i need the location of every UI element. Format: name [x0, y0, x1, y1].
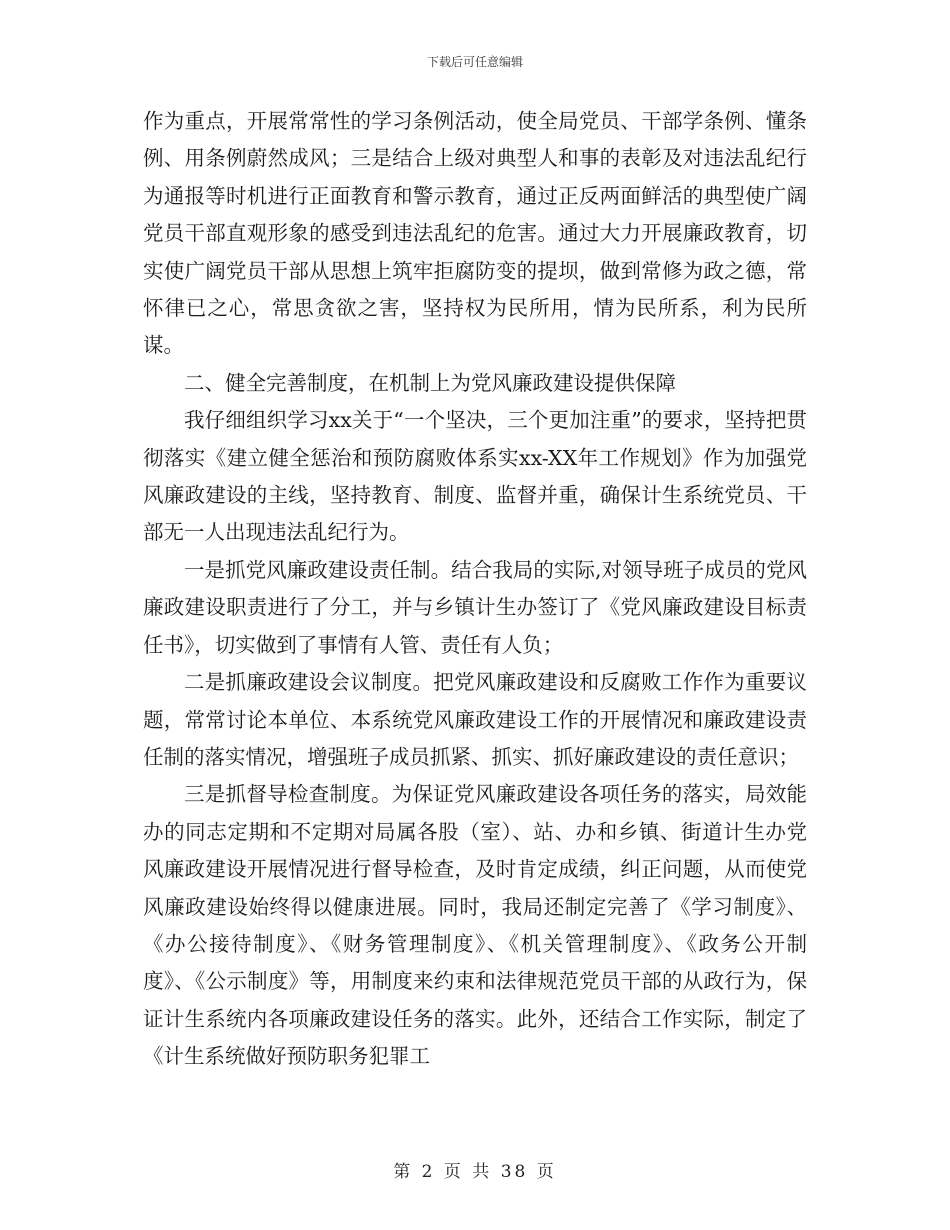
- section-heading: 二、健全完善制度，在机制上为党风廉政建设提供保障: [184, 370, 676, 395]
- paragraph-4: 一是抓党风廉政建设责任制。结合我局的实际,对领导班子成员的党风廉政建设职责进行了分工，并与乡镇计生办签订了《党风廉政建设目标责任书》，切实做到了事情有人管、责任有人负；: [143, 557, 807, 657]
- paragraph-3: 我仔细组织学习xx关于“一个坚决，三个更加注重”的要求，坚持把贯彻落实《建立健全惩治和预防腐败体系实xx-XX年工作规划》作为加强党风廉政建设的主线，坚持教育、制度、监督并重，确保计生系统党员、干部无一人出现违法乱纪行为。: [143, 408, 807, 545]
- header-note: 下载后可任意编辑: [426, 55, 523, 69]
- paragraph-6: 三是抓督导检查制度。为保证党风廉政建设各项任务的落实，局效能办的同志定期和不定期对局属各股（室）、站、办和乡镇、街道计生办党风廉政建设开展情况进行督导检查，及时肯定成绩，纠正问题，从而使党风廉政建设始终得以健康进展。同时，我局还制定完善了《学习制度》、《办公接待制度》、《财务管理制度》、《机关管理制度》、《政务公开制度》、《公示制度》等，用制度来约束和法律规范党员干部的从政行为，保证计生系统内各项廉政建设任务的落实。此外，还结合工作实际，制定了《计生系统做好预防职务犯罪工: [143, 782, 807, 1069]
- document-body: [143, 103, 807, 1076]
- paragraph-5: 二是抓廉政建设会议制度。把党风廉政建设和反腐败工作作为重要议题，常常讨论本单位、本系统党风廉政建设工作的开展情况和廉政建设责任制的落实情况，增强班子成员抓紧、抓实、抓好廉政建设的责任意识；: [143, 670, 807, 769]
- paragraph-1: 作为重点，开展常常性的学习条例活动，使全局党员、干部学条例、懂条例、用条例蔚然成风；三是结合上级对典型人和事的表彰及对违法乱纪行为通报等时机进行正面教育和警示教育，通过正反两面鲜活的典型使广阔党员干部直观形象的感受到违法乱纪的危害。通过大力开展廉政教育，切实使广阔党员干部从思想上筑牢拒腐防变的提坝，做到常修为政之德，常怀律已之心，常思贪欲之害，坚持权为民所用，情为民所系，利为民所谋。: [143, 109, 807, 358]
- page-number-footer: 第 2 页 共 38 页: [393, 1162, 557, 1182]
